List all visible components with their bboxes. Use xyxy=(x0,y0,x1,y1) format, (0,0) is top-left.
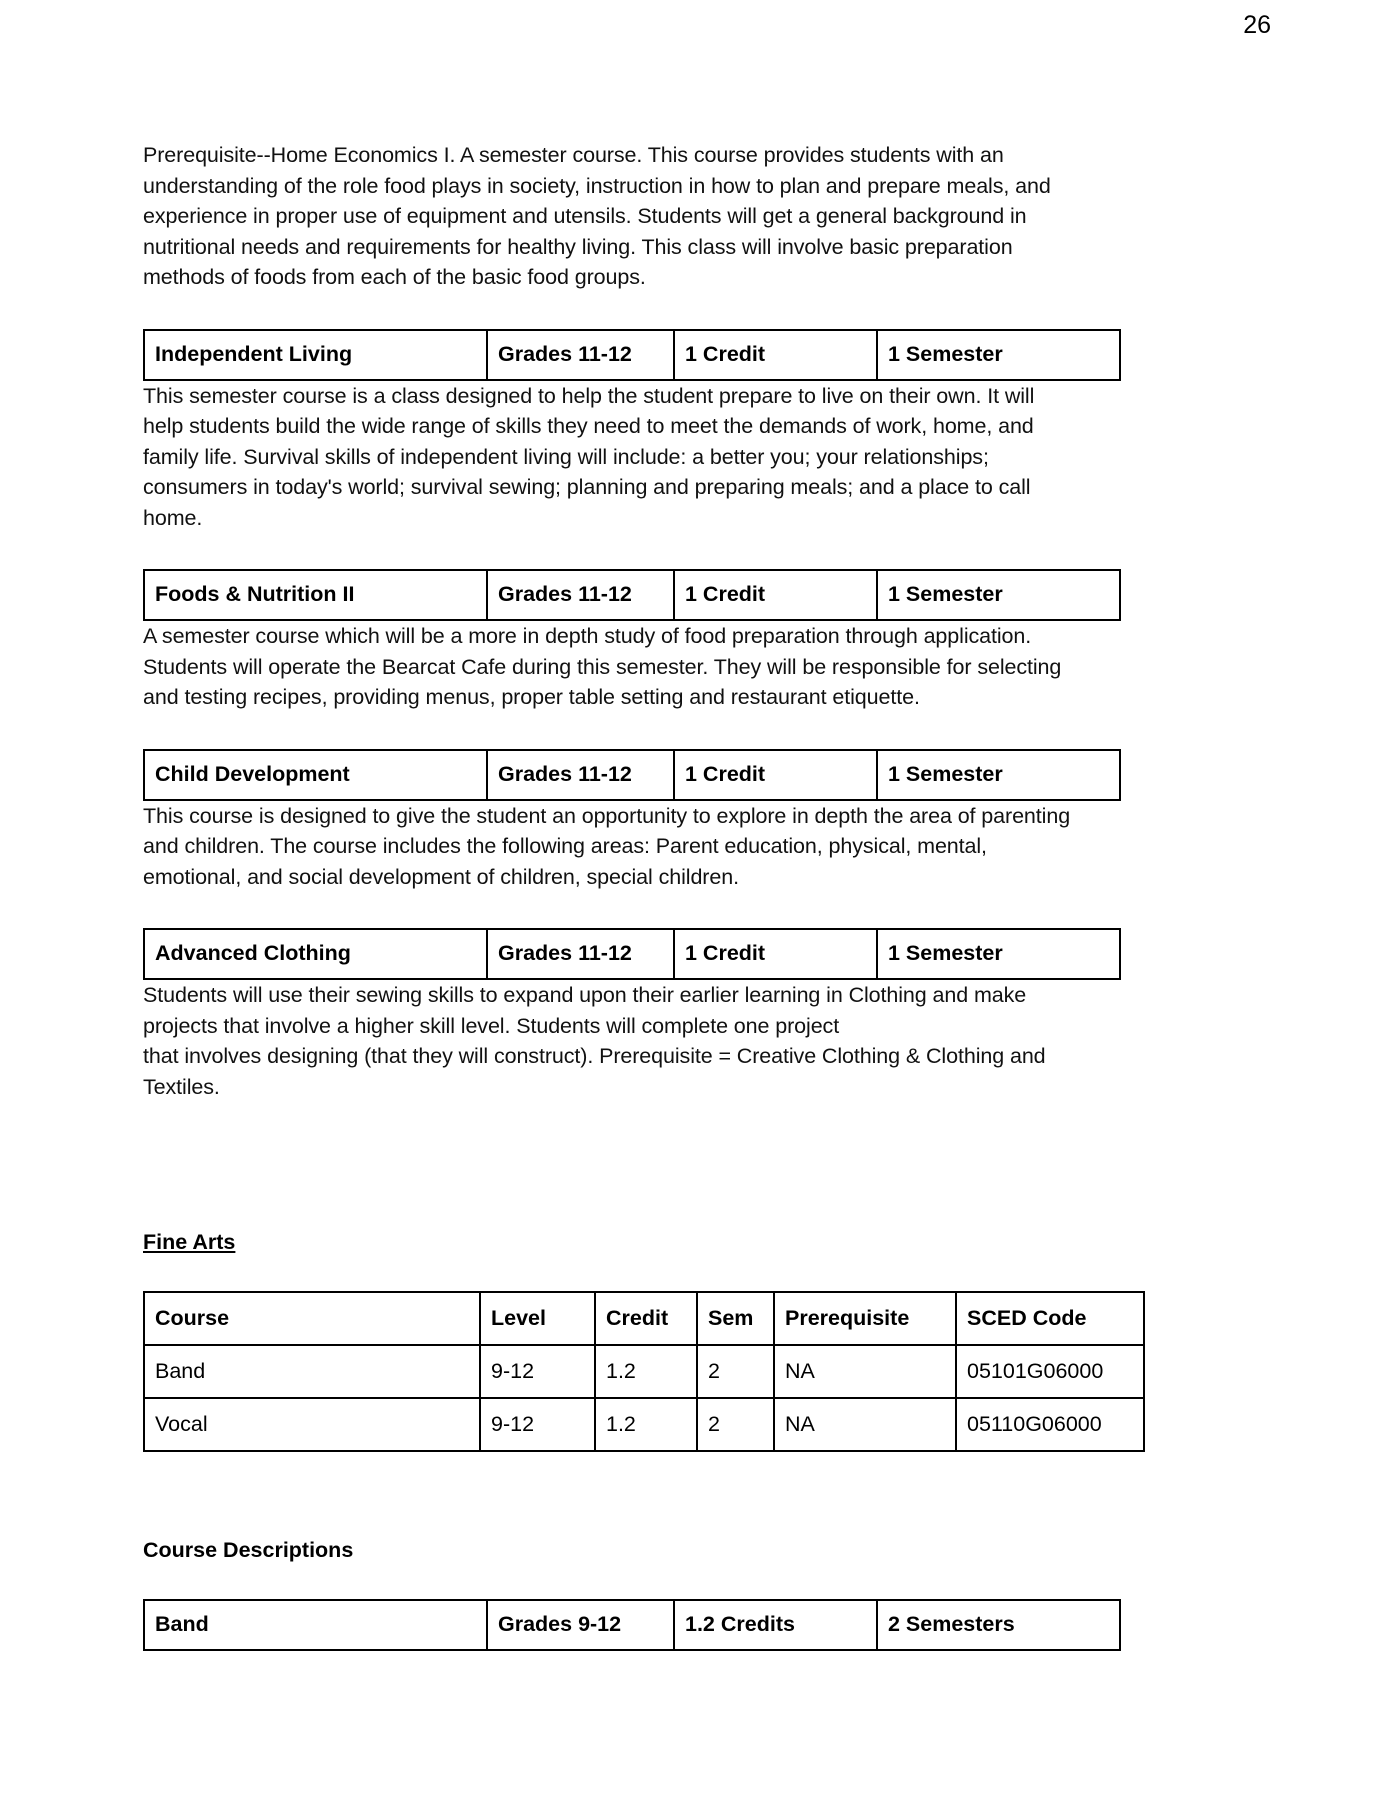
course-grades-cell: Grades 11-12 xyxy=(487,929,674,979)
course-semester-cell: 1 Semester xyxy=(877,750,1120,800)
cell-sem: 2 xyxy=(697,1345,774,1398)
spacer xyxy=(143,713,1071,749)
course-credit-cell: 1 Credit xyxy=(674,570,877,620)
spacer xyxy=(143,1255,1071,1291)
table-row xyxy=(144,1345,1144,1398)
column-header-level: Level xyxy=(480,1292,595,1345)
table-row xyxy=(144,750,1120,800)
course-semester-cell: 1 Semester xyxy=(877,929,1120,979)
fine-arts-course-matrix-table xyxy=(143,1291,1145,1452)
course-description-advanced-clothing-line1: Students will use their sewing skills to expand upon their earlier learning in Clothing and make projects that involve a higher skill level. Students will complete one project xyxy=(143,983,1027,1038)
course-header-table-advanced-clothing xyxy=(143,928,1121,980)
fine-arts-heading: Fine Arts xyxy=(143,1230,236,1254)
course-name-cell: Child Development xyxy=(144,750,487,800)
column-header-sem: Sem xyxy=(697,1292,774,1345)
table-row xyxy=(144,1398,1144,1451)
page-content xyxy=(143,140,1104,1651)
course-grades-cell: Grades 9-12 xyxy=(487,1600,674,1650)
cell-course: Vocal xyxy=(144,1398,480,1451)
table-row xyxy=(144,1600,1120,1650)
spacer xyxy=(143,892,1071,928)
cell-sem: 2 xyxy=(697,1398,774,1451)
cell-credit: 1.2 xyxy=(595,1345,697,1398)
course-name-cell: Foods & Nutrition II xyxy=(144,570,487,620)
course-description-foods-nutrition-ii: A semester course which will be a more in depth study of food preparation through application. Students will operate the Bearcat Cafe during this semester. They will be responsible for selecting and testing recipes, providing menus, proper table setting and restaurant etiquette. xyxy=(143,624,1062,709)
spacer xyxy=(143,1502,1071,1538)
cell-sced-code: 05110G06000 xyxy=(956,1398,1144,1451)
table-header-row xyxy=(144,1292,1144,1345)
course-semester-cell: 2 Semesters xyxy=(877,1600,1120,1650)
course-name-cell: Advanced Clothing xyxy=(144,929,487,979)
course-credit-cell: 1 Credit xyxy=(674,750,877,800)
cell-sced-code: 05101G06000 xyxy=(956,1345,1144,1398)
cell-prerequisite: NA xyxy=(774,1398,956,1451)
cell-prerequisite: NA xyxy=(774,1345,956,1398)
cell-level: 9-12 xyxy=(480,1398,595,1451)
spacer xyxy=(143,293,1071,329)
page-number: 26 xyxy=(1243,11,1271,39)
course-descriptions-heading: Course Descriptions xyxy=(143,1538,354,1562)
spacer xyxy=(143,1102,1071,1230)
course-header-table-foods-nutrition-ii xyxy=(143,569,1121,621)
table-row xyxy=(144,330,1120,380)
column-header-prerequisite: Prerequisite xyxy=(774,1292,956,1345)
cell-credit: 1.2 xyxy=(595,1398,697,1451)
course-header-table-independent-living xyxy=(143,329,1121,381)
course-credit-cell: 1.2 Credits xyxy=(674,1600,877,1650)
column-header-credit: Credit xyxy=(595,1292,697,1345)
course-header-table-child-development xyxy=(143,749,1121,801)
cell-course: Band xyxy=(144,1345,480,1398)
spacer xyxy=(143,533,1071,569)
cell-level: 9-12 xyxy=(480,1345,595,1398)
course-name-cell: Band xyxy=(144,1600,487,1650)
column-header-sced-code: SCED Code xyxy=(956,1292,1144,1345)
fine-arts-heading-wrap xyxy=(143,1230,1071,1255)
course-description-advanced-clothing-line2: that involves designing (that they will construct). Prerequisite = Creative Clothing & Clothing and Textiles. xyxy=(143,1044,1046,1099)
course-credit-cell: 1 Credit xyxy=(674,330,877,380)
intro-paragraph: Prerequisite--Home Economics I. A semester course. This course provides students with an understanding of the role food plays in society, instruction in how to plan and prepare meals, and experience in proper use of equipment and utensils. Students will get a general background in nutritional needs and requirements for healthy living. This class will involve basic preparation methods of foods from each of the basic food groups. xyxy=(143,143,1051,289)
spacer xyxy=(143,1452,1071,1502)
table-row xyxy=(144,570,1120,620)
course-description-child-development: This course is designed to give the student an opportunity to explore in depth the area of parenting and children. The course includes the following areas: Parent education, physical, mental, emotional, and social development of children, special children. xyxy=(143,803,1071,889)
course-semester-cell: 1 Semester xyxy=(877,330,1120,380)
course-grades-cell: Grades 11-12 xyxy=(487,750,674,800)
table-row xyxy=(144,929,1120,979)
course-grades-cell: Grades 11-12 xyxy=(487,570,674,620)
course-semester-cell: 1 Semester xyxy=(877,570,1120,620)
course-description-independent-living: This semester course is a class designed to help the student prepare to live on their own. It will help students build the wide range of skills they need to meet the demands of work, home, and family life. Survival skills of independent living will include: a better you; your relationships; consumers in today's world; survival sewing; planning and preparing meals; and a place to call home. xyxy=(143,383,1035,530)
column-header-course: Course xyxy=(144,1292,480,1345)
course-header-table-band xyxy=(143,1599,1121,1651)
course-name-cell: Independent Living xyxy=(144,330,487,380)
spacer xyxy=(143,1563,1071,1599)
course-credit-cell: 1 Credit xyxy=(674,929,877,979)
course-grades-cell: Grades 11-12 xyxy=(487,330,674,380)
